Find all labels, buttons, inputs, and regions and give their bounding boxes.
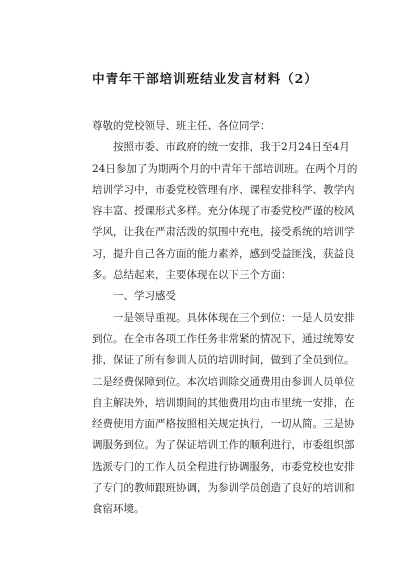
body-line: 学风，让我在严肃活泼的氛围中充电，接受系统的培训学 (92, 226, 355, 239)
document-title: 中青年干部培训班结业发言材料（2） (92, 71, 318, 86)
body-line: 排，保证了所有参训人员的培训时间，做到了全员到位。 (92, 354, 355, 367)
body-line: 自主解决外，培训期间的其他费用均由市里统一安排，在 (92, 396, 355, 409)
body-line: 了专门的教师跟班协调，为参训学员创造了良好的培训和 (92, 482, 355, 495)
body-line: 培训学习中，市委党校管理有序、课程安排科学、教学内 (92, 183, 355, 196)
body-line: 多。总结起来，主要体现在以下三个方面： (92, 269, 292, 282)
section-heading: 一、学习感受 (92, 290, 176, 303)
body-line: 容丰富、授课形式多样。充分体现了市委党校严谨的校风 (92, 205, 355, 218)
body-line: 习，提升自己各方面的能力素养，感到受益匪浅，获益良 (92, 247, 355, 260)
body-line: 24日参加了为期两个月的中青年干部培训班。在两个月的 (92, 162, 358, 175)
body-line: 到位。在全市各项工作任务非常紧的情况下，通过统筹安 (92, 332, 355, 345)
body-line: 经费使用方面严格按照相关规定执行，一切从简。三是协 (92, 418, 355, 431)
document-body (92, 116, 358, 521)
body-line: 食宿环境。 (92, 503, 145, 516)
body-line: 二是经费保障到位。本次培训除交通费用由参训人员单位 (92, 375, 355, 388)
body-line: 选派专门的工作人员全程进行协调服务，市委党校也安排 (92, 460, 355, 473)
salutation-line: 尊敬的党校领导、班主任、各位同学： (92, 120, 271, 132)
body-line: 调服务到位。为了保证培训工作的顺利进行，市委组织部 (92, 439, 355, 452)
body-line: 一是领导重视。具体体现在三个到位：一是人员安排 (92, 311, 355, 324)
body-line: 按照市委、市政府的统一安排，我于2月24日至4月 (92, 141, 350, 154)
